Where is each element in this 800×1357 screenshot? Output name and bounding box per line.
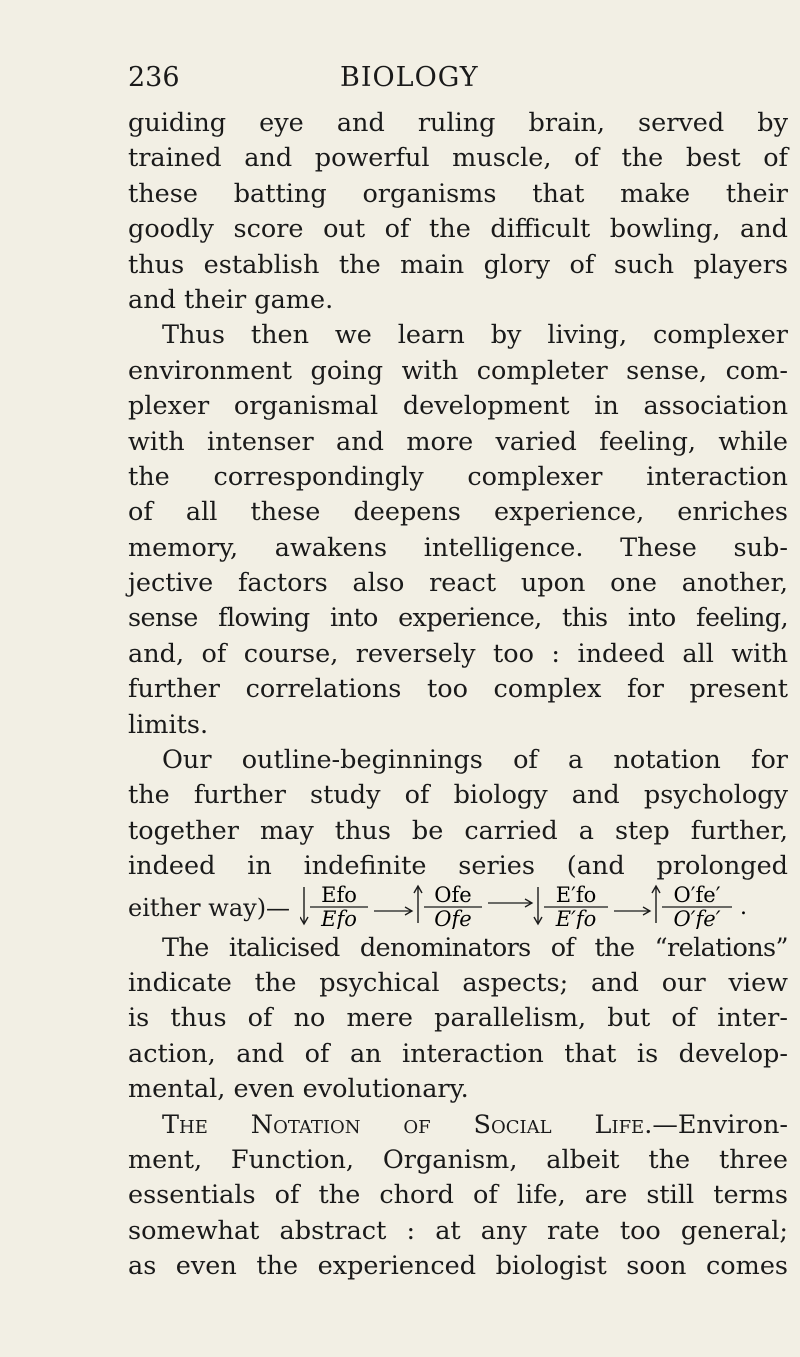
text-line: The italicised denominators of the “relations” <box>162 932 788 963</box>
paragraph-5 <box>128 1108 788 1285</box>
page-header <box>128 62 788 98</box>
notation-lead: either way)— <box>128 893 291 922</box>
fraction-numerator: Efo <box>321 882 357 907</box>
fraction-denominator: Ofe <box>434 906 472 929</box>
paragraph-3 <box>128 743 788 931</box>
notation-formula <box>300 883 790 929</box>
text-line: essentials of the chord of life, are still terms <box>128 1180 788 1211</box>
text-line <box>128 1108 788 1143</box>
text-line: thus establish the main glory of such players <box>128 249 788 280</box>
text-line: these batting organisms that make their <box>128 178 788 209</box>
notation-svg <box>300 883 790 929</box>
text-line: Our outline-beginnings of a notation for <box>162 745 788 776</box>
fraction-denominator: E′fo <box>555 906 597 929</box>
paragraph-4 <box>128 931 788 1108</box>
text-line: the further study of biology and psychology <box>128 780 788 811</box>
page-number: 236 <box>128 62 180 93</box>
fraction-numerator: E′fo <box>555 882 597 907</box>
fraction-denominator: Efo <box>321 906 357 929</box>
fraction-numerator: O′fe′ <box>673 882 721 907</box>
text-line: jective factors also react upon one another, <box>128 568 788 599</box>
text-line: further correlations too complex for present <box>128 674 788 705</box>
text-line: sense flowing into experience, this into feeling, <box>128 603 788 634</box>
text-line: indicate the psychical aspects; and our view <box>128 967 788 998</box>
text-line: as even the experienced biologist soon comes <box>128 1251 788 1282</box>
text-line: mental, even evolutionary. <box>128 1074 469 1105</box>
fraction-numerator: Ofe <box>434 882 472 907</box>
text-line: and, of course, reversely too : indeed all with <box>128 638 788 669</box>
text-line: together may thus be carried a step further, <box>128 815 788 846</box>
text-line: guiding eye and ruling brain, served by <box>128 108 788 138</box>
text-line: indeed in indefinite series (and prolonged <box>128 851 788 882</box>
text-line: trained and powerful muscle, of the best of <box>128 143 788 174</box>
text-line: somewhat abstract : at any rate too general; <box>128 1215 788 1246</box>
fraction-denominator: O′fe′ <box>673 906 721 929</box>
text-line: with intenser and more varied feeling, while <box>128 426 788 457</box>
text-line: the correspondingly complexer interaction <box>128 461 788 492</box>
section-heading: The Notation of Social Life. <box>162 1109 653 1140</box>
body-text <box>128 106 788 1285</box>
paragraph-1 <box>128 106 788 318</box>
text-line: of all these deepens experience, enriches <box>128 497 788 528</box>
text-line: Thus then we learn by living, complexer <box>162 320 788 351</box>
heading-continuation: —Environ- <box>652 1109 788 1140</box>
text-line: memory, awakens intelligence. These sub- <box>128 532 788 563</box>
notation-end-period: . <box>740 894 747 920</box>
text-line: and their game. <box>128 284 334 315</box>
text-line: limits. <box>128 709 209 740</box>
text-line: action, and of an interaction that is develop- <box>128 1038 788 1069</box>
text-line: goodly score out of the difficult bowling, and <box>128 214 788 245</box>
text-line: environment going with completer sense, com- <box>128 355 788 386</box>
text-line: ment, Function, Organism, albeit the three <box>128 1144 788 1175</box>
notation-line <box>128 882 788 931</box>
paragraph-2 <box>128 318 788 743</box>
text-line: is thus of no mere parallelism, but of inter- <box>128 1003 788 1034</box>
text-line: plexer organismal development in association <box>128 391 788 422</box>
running-title: BIOLOGY <box>340 62 479 93</box>
